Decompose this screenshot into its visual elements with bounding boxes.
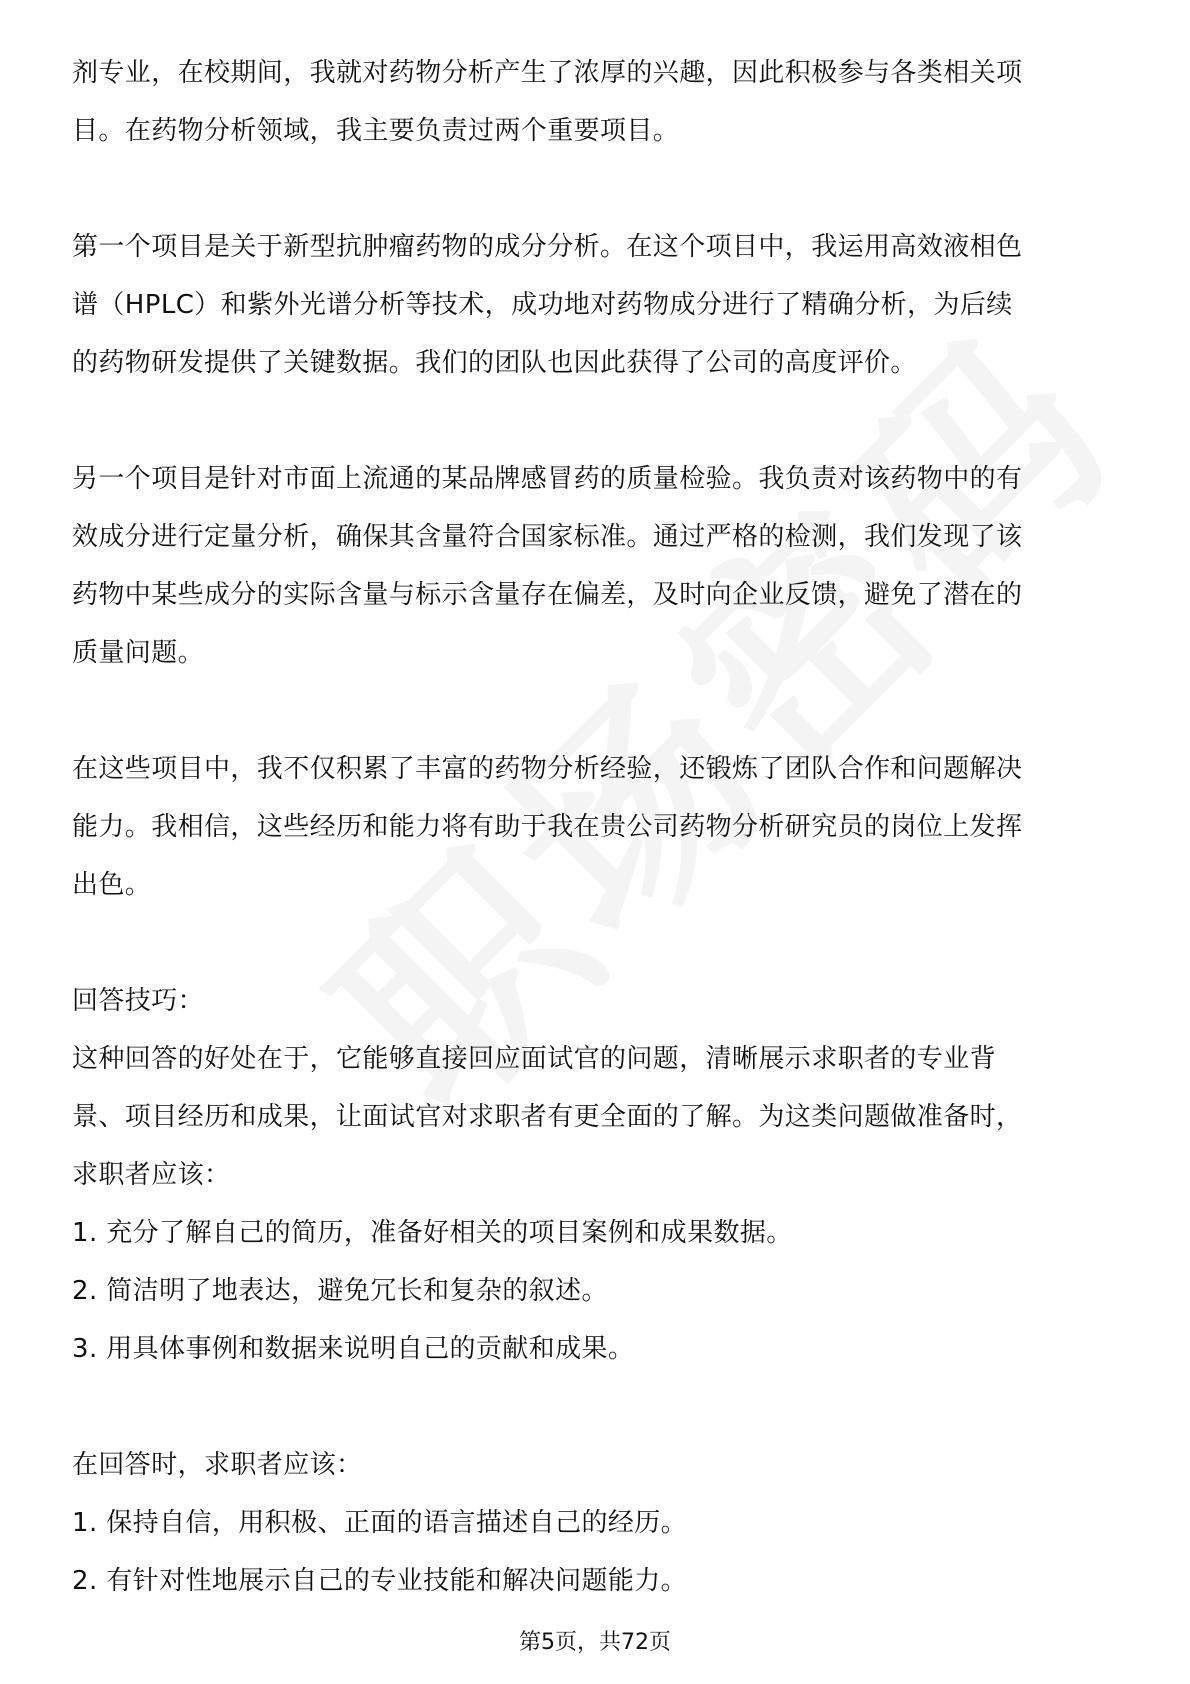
answering-heading: 在回答时，求职者应该：: [72, 1450, 363, 1480]
answering-section: [72, 1436, 1122, 1610]
page-number-footer: 第5页，共72页: [519, 1630, 671, 1655]
text-line: 景、项目经历和成果，让面试官对求职者有更全面的了解。为这类问题做准备时，: [72, 1102, 1023, 1132]
text-line: 剂专业，在校期间，我就对药物分析产生了浓厚的兴趣，因此积极参与各类相关项: [72, 58, 1023, 88]
tips-heading: 回答技巧：: [72, 986, 205, 1016]
text-line: 能力。我相信，这些经历和能力将有助于我在贵公司药物分析研究员的岗位上发挥: [72, 812, 1023, 842]
tips-section: [72, 972, 1122, 1378]
list-item: 1. 保持自信，用积极、正面的语言描述自己的经历。: [72, 1508, 688, 1538]
list-item: 2. 简洁明了地表达，避免冗长和复杂的叙述。: [72, 1276, 608, 1306]
paragraph-2: [72, 218, 1122, 392]
text-line: 另一个项目是针对市面上流通的某品牌感冒药的质量检验。我负责对该药物中的有: [72, 464, 1023, 494]
text-line: 药物中某些成分的实际含量与标示含量存在偏差，及时向企业反馈，避免了潜在的: [72, 580, 1023, 610]
text-line: 目。在药物分析领域，我主要负责过两个重要项目。: [72, 116, 680, 146]
text-line: 第一个项目是关于新型抗肿瘤药物的成分分析。在这个项目中，我运用高效液相色: [72, 232, 1023, 262]
paragraph-1: [72, 44, 1122, 160]
text-line: 在这些项目中，我不仅积累了丰富的药物分析经验，还锻炼了团队合作和问题解决: [72, 754, 1023, 784]
list-item: 3. 用具体事例和数据来说明自己的贡献和成果。: [72, 1334, 635, 1364]
paragraph-4: [72, 740, 1122, 914]
text-line: 谱（HPLC）和紫外光谱分析等技术，成功地对药物成分进行了精确分析，为后续: [72, 290, 1013, 320]
paragraph-3: [72, 450, 1122, 682]
text-line: 这种回答的好处在于，它能够直接回应面试官的问题，清晰展示求职者的专业背: [72, 1044, 997, 1074]
text-line: 求职者应该：: [72, 1160, 231, 1190]
text-line: 效成分进行定量分析，确保其含量符合国家标准。通过严格的检测，我们发现了该: [72, 522, 1023, 552]
text-line: 的药物研发提供了关键数据。我们的团队也因此获得了公司的高度评价。: [72, 348, 917, 378]
page-content: [72, 44, 1122, 1610]
text-line: 出色。: [72, 870, 152, 900]
text-line: 质量问题。: [72, 638, 205, 668]
list-item: 1. 充分了解自己的简历，准备好相关的项目案例和成果数据。: [72, 1218, 793, 1248]
list-item: 2. 有针对性地展示自己的专业技能和解决问题能力。: [72, 1566, 688, 1596]
